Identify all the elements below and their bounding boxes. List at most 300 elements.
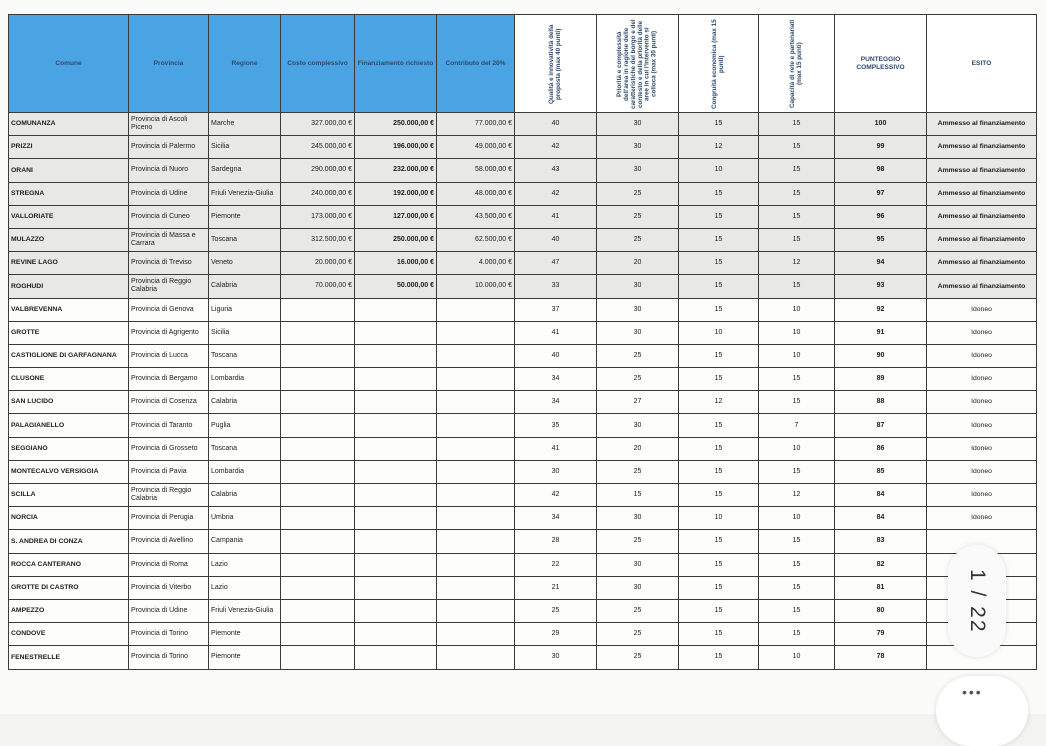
cell-contributo: [437, 599, 515, 622]
cell-qualita: 41: [515, 321, 597, 344]
cell-capacita: 15: [759, 228, 835, 251]
cell-priorita: 25: [597, 228, 679, 251]
column-header-esito: [927, 15, 1037, 113]
column-header-congruita: [679, 15, 759, 113]
cell-regione: Friuli Venezia-Giulia: [209, 599, 281, 622]
cell-comune: ORANI: [9, 159, 129, 182]
cell-finanziamento: 127.000,00 €: [355, 205, 437, 228]
cell-priorita: 30: [597, 553, 679, 576]
cell-esito: Ammesso al finanziamento: [927, 228, 1037, 251]
cell-congruita: 15: [679, 414, 759, 437]
cell-provincia: Provincia di Taranto: [129, 414, 209, 437]
cell-priorita: 15: [597, 484, 679, 507]
cell-congruita: 15: [679, 437, 759, 460]
cell-priorita: 30: [597, 576, 679, 599]
cell-finanziamento: [355, 321, 437, 344]
cell-comune: ROCCA CANTERANO: [9, 553, 129, 576]
cell-costo: [281, 576, 355, 599]
cell-priorita: 30: [597, 113, 679, 136]
cell-regione: Toscana: [209, 228, 281, 251]
cell-contributo: [437, 576, 515, 599]
table-row: [9, 136, 1037, 159]
column-header-punteggio: [835, 15, 927, 113]
cell-congruita: 15: [679, 275, 759, 298]
cell-esito: Idoneo: [927, 321, 1037, 344]
cell-comune: CONDOVE: [9, 623, 129, 646]
cell-provincia: Provincia di Palermo: [129, 136, 209, 159]
cell-finanziamento: [355, 623, 437, 646]
ranking-table: [8, 14, 1037, 670]
column-header-label: Finanziamento richiesto: [357, 59, 434, 67]
cell-regione: Campania: [209, 530, 281, 553]
cell-costo: [281, 484, 355, 507]
cell-provincia: Provincia di Udine: [129, 599, 209, 622]
cell-capacita: 15: [759, 136, 835, 159]
cell-regione: Calabria: [209, 484, 281, 507]
cell-comune: VALLORIATE: [9, 205, 129, 228]
cell-qualita: 28: [515, 530, 597, 553]
cell-congruita: 15: [679, 205, 759, 228]
cell-finanziamento: [355, 414, 437, 437]
table-row: [9, 576, 1037, 599]
cell-priorita: 25: [597, 599, 679, 622]
cell-punteggio: 83: [835, 530, 927, 553]
cell-punteggio: 92: [835, 298, 927, 321]
cell-comune: SAN LUCIDO: [9, 391, 129, 414]
cell-costo: [281, 553, 355, 576]
cell-congruita: 15: [679, 252, 759, 275]
column-header-label: Comune: [55, 59, 82, 67]
cell-qualita: 40: [515, 344, 597, 367]
cell-provincia: Provincia di Bergamo: [129, 368, 209, 391]
cell-finanziamento: [355, 599, 437, 622]
table-row: [9, 599, 1037, 622]
table-row: [9, 460, 1037, 483]
table-row: [9, 391, 1037, 414]
column-header-finanziamento: [355, 15, 437, 113]
cell-contributo: 58.000,00 €: [437, 159, 515, 182]
cell-contributo: [437, 460, 515, 483]
cell-regione: Piemonte: [209, 205, 281, 228]
cell-congruita: 10: [679, 507, 759, 530]
column-header-label: Congruità economica (max 15 punti): [710, 18, 725, 109]
cell-punteggio: 89: [835, 368, 927, 391]
cell-costo: 327.000,00 €: [281, 113, 355, 136]
cell-congruita: 12: [679, 136, 759, 159]
cell-comune: PALAGIANELLO: [9, 414, 129, 437]
cell-punteggio: 94: [835, 252, 927, 275]
cell-capacita: 15: [759, 368, 835, 391]
cell-comune: S. ANDREA DI CONZA: [9, 530, 129, 553]
cell-comune: VALBREVENNA: [9, 298, 129, 321]
cell-regione: Piemonte: [209, 646, 281, 669]
cell-costo: [281, 507, 355, 530]
cell-punteggio: 80: [835, 599, 927, 622]
cell-capacita: 10: [759, 507, 835, 530]
cell-capacita: 12: [759, 252, 835, 275]
cell-esito: Idoneo: [927, 344, 1037, 367]
cell-congruita: 15: [679, 623, 759, 646]
cell-punteggio: 86: [835, 437, 927, 460]
column-header-capacita: [759, 15, 835, 113]
cell-capacita: 15: [759, 391, 835, 414]
cell-punteggio: 88: [835, 391, 927, 414]
cell-capacita: 10: [759, 646, 835, 669]
cell-costo: 290.000,00 €: [281, 159, 355, 182]
cell-congruita: 12: [679, 391, 759, 414]
cell-contributo: [437, 414, 515, 437]
cell-comune: FENESTRELLE: [9, 646, 129, 669]
cell-contributo: 77.000,00 €: [437, 113, 515, 136]
cell-punteggio: 90: [835, 344, 927, 367]
cell-provincia: Provincia di Roma: [129, 553, 209, 576]
cell-punteggio: 95: [835, 228, 927, 251]
cell-punteggio: 96: [835, 205, 927, 228]
cell-regione: Puglia: [209, 414, 281, 437]
cell-qualita: 21: [515, 576, 597, 599]
cell-regione: Sardegna: [209, 159, 281, 182]
cell-priorita: 25: [597, 530, 679, 553]
column-header-label: Priorità e complessità dell'area in ragione delle caratteristiche del borgo e del contesto e della priorità delle aree in cui l'intervento si colloca (max 30 punti): [615, 18, 658, 109]
cell-regione: Umbria: [209, 507, 281, 530]
cell-regione: Toscana: [209, 437, 281, 460]
table-row: [9, 646, 1037, 669]
cell-punteggio: 78: [835, 646, 927, 669]
cell-congruita: 15: [679, 484, 759, 507]
cell-priorita: 25: [597, 182, 679, 205]
cell-finanziamento: [355, 344, 437, 367]
cell-contributo: [437, 507, 515, 530]
cell-capacita: 7: [759, 414, 835, 437]
cell-finanziamento: [355, 368, 437, 391]
cell-finanziamento: 50.000,00 €: [355, 275, 437, 298]
cell-punteggio: 87: [835, 414, 927, 437]
cell-regione: Toscana: [209, 344, 281, 367]
column-header-qualita: [515, 15, 597, 113]
cell-punteggio: 84: [835, 484, 927, 507]
cell-regione: Lazio: [209, 576, 281, 599]
cell-provincia: Provincia di Torino: [129, 623, 209, 646]
table-row: [9, 159, 1037, 182]
cell-costo: [281, 530, 355, 553]
cell-finanziamento: [355, 298, 437, 321]
cell-qualita: 25: [515, 599, 597, 622]
page-indicator-label: 1 / 22: [966, 568, 989, 634]
cell-contributo: [437, 321, 515, 344]
cell-punteggio: 99: [835, 136, 927, 159]
cell-congruita: 10: [679, 321, 759, 344]
cell-regione: Piemonte: [209, 623, 281, 646]
cell-contributo: [437, 344, 515, 367]
cell-provincia: Provincia di Udine: [129, 182, 209, 205]
cell-capacita: 15: [759, 553, 835, 576]
cell-qualita: 29: [515, 623, 597, 646]
cell-esito: Ammesso al finanziamento: [927, 182, 1037, 205]
cell-capacita: 15: [759, 460, 835, 483]
cell-finanziamento: 192.000,00 €: [355, 182, 437, 205]
column-header-comune: [9, 15, 129, 113]
cell-congruita: 15: [679, 368, 759, 391]
cell-regione: Liguria: [209, 298, 281, 321]
cell-qualita: 34: [515, 368, 597, 391]
column-header-provincia: [129, 15, 209, 113]
cell-qualita: 40: [515, 228, 597, 251]
cell-finanziamento: [355, 484, 437, 507]
cell-contributo: [437, 368, 515, 391]
table-header-row: [9, 15, 1037, 113]
cell-comune: COMUNANZA: [9, 113, 129, 136]
cell-costo: 240.000,00 €: [281, 182, 355, 205]
cell-provincia: Provincia di Nuoro: [129, 159, 209, 182]
table-row: [9, 507, 1037, 530]
cell-capacita: 15: [759, 530, 835, 553]
column-header-label: Regione: [231, 59, 258, 67]
cell-congruita: 15: [679, 113, 759, 136]
cell-provincia: Provincia di Cuneo: [129, 205, 209, 228]
cell-priorita: 30: [597, 507, 679, 530]
cell-contributo: 43.500,00 €: [437, 205, 515, 228]
cell-qualita: 42: [515, 136, 597, 159]
cell-congruita: 15: [679, 646, 759, 669]
cell-punteggio: 81: [835, 576, 927, 599]
cell-provincia: Provincia di Perugia: [129, 507, 209, 530]
cell-costo: [281, 321, 355, 344]
cell-provincia: Provincia di Ascoli Piceno: [129, 113, 209, 136]
cell-comune: CASTIGLIONE DI GARFAGNANA: [9, 344, 129, 367]
cell-esito: Ammesso al finanziamento: [927, 275, 1037, 298]
cell-provincia: Provincia di Reggio Calabria: [129, 275, 209, 298]
cell-punteggio: 85: [835, 460, 927, 483]
table-row: [9, 484, 1037, 507]
cell-costo: [281, 646, 355, 669]
cell-provincia: Provincia di Pavia: [129, 460, 209, 483]
cell-priorita: 20: [597, 252, 679, 275]
cell-provincia: Provincia di Genova: [129, 298, 209, 321]
cell-congruita: 15: [679, 553, 759, 576]
cell-qualita: 41: [515, 437, 597, 460]
cell-capacita: 15: [759, 113, 835, 136]
cell-finanziamento: 250.000,00 €: [355, 113, 437, 136]
cell-comune: SCILLA: [9, 484, 129, 507]
cell-priorita: 30: [597, 159, 679, 182]
cell-esito: Idoneo: [927, 414, 1037, 437]
cell-congruita: 15: [679, 298, 759, 321]
cell-capacita: 15: [759, 576, 835, 599]
cell-punteggio: 82: [835, 553, 927, 576]
cell-comune: REVINE LAGO: [9, 252, 129, 275]
cell-punteggio: 97: [835, 182, 927, 205]
cell-regione: Lombardia: [209, 368, 281, 391]
cell-costo: [281, 599, 355, 622]
cell-comune: SEGGIANO: [9, 437, 129, 460]
cell-qualita: 42: [515, 484, 597, 507]
cell-costo: 245.000,00 €: [281, 136, 355, 159]
cell-qualita: 35: [515, 414, 597, 437]
cell-contributo: [437, 553, 515, 576]
cell-qualita: 42: [515, 182, 597, 205]
cell-priorita: 20: [597, 437, 679, 460]
cell-punteggio: 98: [835, 159, 927, 182]
cell-qualita: 41: [515, 205, 597, 228]
cell-congruita: 15: [679, 576, 759, 599]
cell-esito: Ammesso al finanziamento: [927, 159, 1037, 182]
more-options-button[interactable]: [936, 676, 1028, 746]
cell-provincia: Provincia di Agrigento: [129, 321, 209, 344]
cell-congruita: 15: [679, 599, 759, 622]
table-row: [9, 553, 1037, 576]
cell-contributo: [437, 437, 515, 460]
table-row: [9, 205, 1037, 228]
cell-congruita: 15: [679, 530, 759, 553]
column-header-contributo: [437, 15, 515, 113]
cell-capacita: 12: [759, 484, 835, 507]
cell-regione: Lazio: [209, 553, 281, 576]
cell-esito: Ammesso al finanziamento: [927, 136, 1037, 159]
table-row: [9, 252, 1037, 275]
cell-costo: [281, 437, 355, 460]
cell-comune: ROGHUDI: [9, 275, 129, 298]
column-header-costo: [281, 15, 355, 113]
cell-contributo: [437, 530, 515, 553]
cell-congruita: 15: [679, 344, 759, 367]
table-row: [9, 437, 1037, 460]
cell-capacita: 10: [759, 298, 835, 321]
table-row: [9, 414, 1037, 437]
cell-qualita: 34: [515, 391, 597, 414]
table-row: [9, 530, 1037, 553]
cell-regione: Lombardia: [209, 460, 281, 483]
table-row: [9, 368, 1037, 391]
cell-finanziamento: [355, 553, 437, 576]
cell-contributo: 48.000,00 €: [437, 182, 515, 205]
cell-regione: Sicilia: [209, 321, 281, 344]
cell-capacita: 10: [759, 344, 835, 367]
cell-provincia: Provincia di Viterbo: [129, 576, 209, 599]
cell-finanziamento: 196.000,00 €: [355, 136, 437, 159]
cell-capacita: 15: [759, 599, 835, 622]
cell-punteggio: 84: [835, 507, 927, 530]
cell-capacita: 15: [759, 205, 835, 228]
cell-regione: Sicilia: [209, 136, 281, 159]
cell-comune: GROTTE DI CASTRO: [9, 576, 129, 599]
cell-capacita: 15: [759, 275, 835, 298]
cell-costo: [281, 344, 355, 367]
cell-costo: [281, 391, 355, 414]
cell-esito: Ammesso al finanziamento: [927, 113, 1037, 136]
cell-esito: Ammesso al finanziamento: [927, 252, 1037, 275]
cell-priorita: 30: [597, 414, 679, 437]
cell-esito: Idoneo: [927, 437, 1037, 460]
column-header-label: Contributo del 20%: [445, 59, 506, 67]
cell-priorita: 25: [597, 646, 679, 669]
cell-comune: AMPEZZO: [9, 599, 129, 622]
cell-esito: Idoneo: [927, 298, 1037, 321]
cell-priorita: 30: [597, 136, 679, 159]
column-header-label: ESITO: [971, 59, 992, 67]
more-options-icon: •••: [962, 684, 983, 700]
cell-capacita: 15: [759, 623, 835, 646]
cell-provincia: Provincia di Reggio Calabria: [129, 484, 209, 507]
cell-costo: [281, 460, 355, 483]
cell-costo: 20.000,00 €: [281, 252, 355, 275]
table-row: [9, 623, 1037, 646]
cell-punteggio: 79: [835, 623, 927, 646]
column-header-label: Capacità di rete e partenariati (max 15 punti): [788, 19, 803, 108]
cell-costo: 312.500,00 €: [281, 228, 355, 251]
cell-qualita: 47: [515, 252, 597, 275]
cell-contributo: [437, 623, 515, 646]
cell-regione: Calabria: [209, 391, 281, 414]
cell-punteggio: 91: [835, 321, 927, 344]
cell-regione: Friuli Venezia-Giulia: [209, 182, 281, 205]
cell-finanziamento: [355, 507, 437, 530]
table-row: [9, 113, 1037, 136]
cell-punteggio: 100: [835, 113, 927, 136]
cell-finanziamento: 16.000,00 €: [355, 252, 437, 275]
cell-contributo: 49.000,00 €: [437, 136, 515, 159]
page-indicator[interactable]: [948, 545, 1006, 657]
column-header-label: Provincia: [153, 59, 184, 67]
cell-contributo: [437, 391, 515, 414]
cell-costo: [281, 298, 355, 321]
cell-comune: CLUSONE: [9, 368, 129, 391]
cell-priorita: 25: [597, 623, 679, 646]
cell-capacita: 15: [759, 182, 835, 205]
cell-regione: Marche: [209, 113, 281, 136]
cell-priorita: 25: [597, 205, 679, 228]
cell-provincia: Provincia di Treviso: [129, 252, 209, 275]
table-row: [9, 182, 1037, 205]
cell-finanziamento: [355, 391, 437, 414]
cell-comune: STREGNA: [9, 182, 129, 205]
table-row: [9, 275, 1037, 298]
cell-comune: PRIZZI: [9, 136, 129, 159]
table-body: [9, 113, 1037, 670]
cell-congruita: 15: [679, 460, 759, 483]
cell-contributo: [437, 646, 515, 669]
column-header-priorita: [597, 15, 679, 113]
cell-contributo: [437, 298, 515, 321]
cell-esito: Idoneo: [927, 507, 1037, 530]
cell-qualita: 43: [515, 159, 597, 182]
cell-finanziamento: [355, 530, 437, 553]
cell-comune: MULAZZO: [9, 228, 129, 251]
cell-costo: 173.000,00 €: [281, 205, 355, 228]
cell-comune: NORCIA: [9, 507, 129, 530]
cell-costo: 70.000,00 €: [281, 275, 355, 298]
cell-esito: Ammesso al finanziamento: [927, 205, 1037, 228]
table-row: [9, 228, 1037, 251]
table-row: [9, 344, 1037, 367]
cell-provincia: Provincia di Massa e Carrara: [129, 228, 209, 251]
cell-capacita: 15: [759, 159, 835, 182]
cell-qualita: 37: [515, 298, 597, 321]
column-header-label: Costo complessivo: [287, 59, 348, 67]
cell-priorita: 30: [597, 275, 679, 298]
cell-finanziamento: 232.000,00 €: [355, 159, 437, 182]
cell-congruita: 10: [679, 159, 759, 182]
cell-qualita: 34: [515, 507, 597, 530]
cell-costo: [281, 414, 355, 437]
cell-comune: GROTTE: [9, 321, 129, 344]
cell-finanziamento: [355, 460, 437, 483]
column-header-label: Qualità e innovatività della proposta (max 40 punti): [547, 23, 562, 104]
cell-punteggio: 93: [835, 275, 927, 298]
cell-qualita: 30: [515, 646, 597, 669]
table-row: [9, 298, 1037, 321]
cell-esito: Idoneo: [927, 391, 1037, 414]
cell-capacita: 10: [759, 437, 835, 460]
